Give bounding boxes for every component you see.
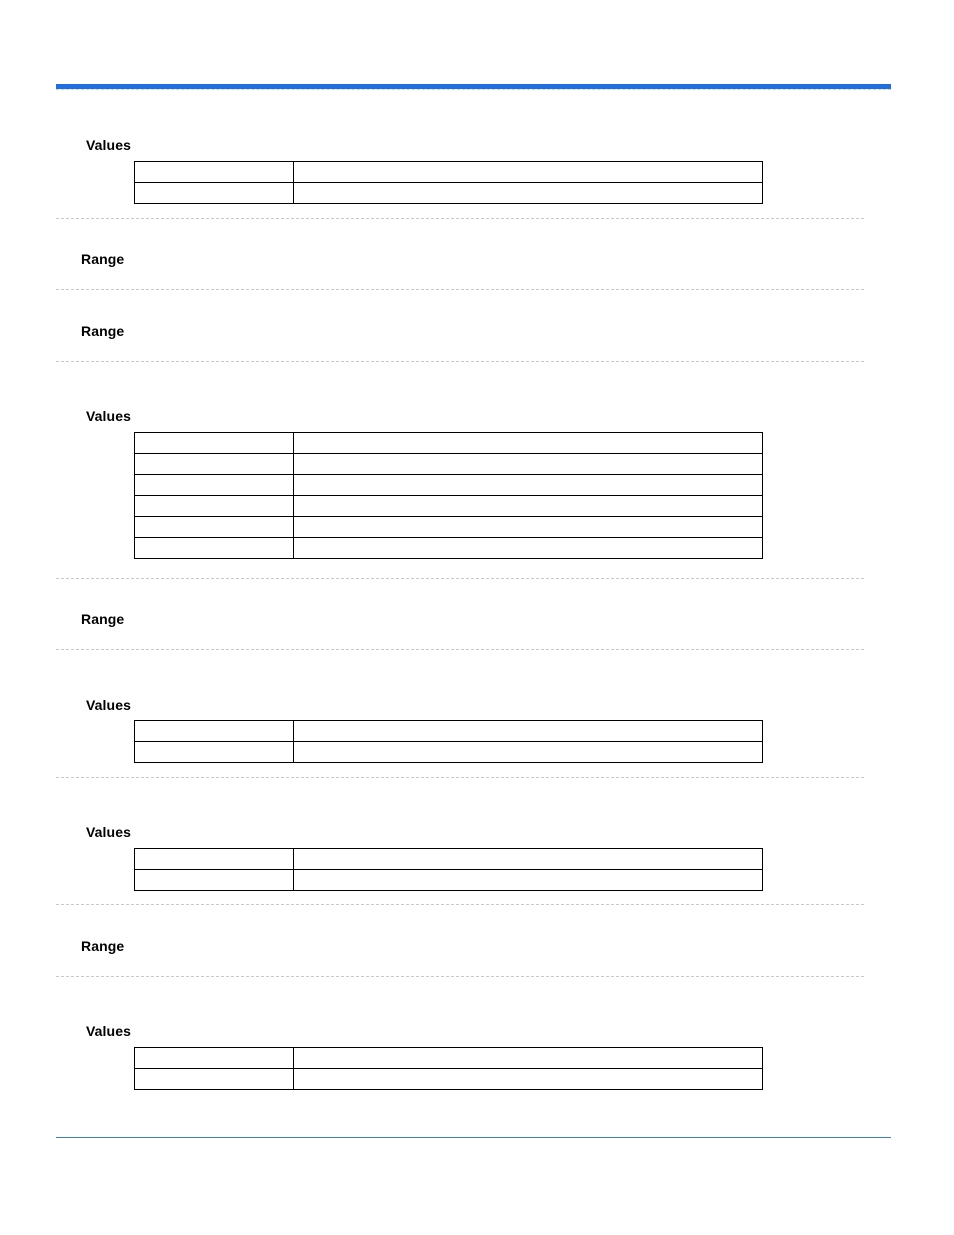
- table-row: [135, 538, 763, 559]
- table-cell: [135, 721, 294, 742]
- table-row: [135, 454, 763, 475]
- table-cell: [135, 849, 294, 870]
- table-cell: [135, 162, 294, 183]
- table-cell: [294, 496, 763, 517]
- values-label: Values: [86, 408, 131, 424]
- table-row: [135, 849, 763, 870]
- values-label: Values: [86, 824, 131, 840]
- table-cell: [135, 870, 294, 891]
- table-cell: [135, 475, 294, 496]
- table-cell: [294, 1048, 763, 1069]
- table-row: [135, 1048, 763, 1069]
- section-divider: [56, 289, 864, 290]
- values-label: Values: [86, 137, 131, 153]
- table-cell: [294, 433, 763, 454]
- table-row: [135, 162, 763, 183]
- table-cell: [294, 849, 763, 870]
- section-divider: [56, 649, 864, 650]
- range-label: Range: [81, 611, 125, 627]
- table-row: [135, 183, 763, 204]
- table-row: [135, 433, 763, 454]
- table-row: [135, 496, 763, 517]
- table-row: [135, 721, 763, 742]
- table-cell: [135, 742, 294, 763]
- table-cell: [135, 454, 294, 475]
- section-divider: [56, 904, 864, 905]
- values-table: [134, 848, 763, 891]
- section-divider: [56, 361, 864, 362]
- table-cell: [294, 517, 763, 538]
- footer-rule: [56, 1137, 891, 1138]
- table-cell: [294, 742, 763, 763]
- section-divider: [56, 218, 864, 219]
- values-table: [134, 432, 763, 559]
- table-cell: [135, 433, 294, 454]
- section-divider: [56, 976, 864, 977]
- table-cell: [135, 517, 294, 538]
- section-divider: [56, 578, 864, 579]
- table-cell: [294, 870, 763, 891]
- table-cell: [294, 1069, 763, 1090]
- table-cell: [294, 454, 763, 475]
- table-cell: [135, 1069, 294, 1090]
- values-label: Values: [86, 697, 131, 713]
- header-rule-shadow: [56, 89, 891, 90]
- table-row: [135, 1069, 763, 1090]
- table-cell: [294, 162, 763, 183]
- values-table: [134, 720, 763, 763]
- range-label: Range: [81, 323, 125, 339]
- table-cell: [135, 183, 294, 204]
- table-row: [135, 870, 763, 891]
- values-table: [134, 161, 763, 204]
- table-cell: [135, 496, 294, 517]
- table-row: [135, 742, 763, 763]
- range-label: Range: [81, 251, 125, 267]
- section-divider: [56, 777, 864, 778]
- values-label: Values: [86, 1023, 131, 1039]
- table-row: [135, 517, 763, 538]
- table-cell: [294, 183, 763, 204]
- table-row: [135, 475, 763, 496]
- table-cell: [294, 538, 763, 559]
- table-cell: [294, 721, 763, 742]
- table-cell: [135, 1048, 294, 1069]
- range-label: Range: [81, 938, 125, 954]
- values-table: [134, 1047, 763, 1090]
- table-cell: [135, 538, 294, 559]
- table-cell: [294, 475, 763, 496]
